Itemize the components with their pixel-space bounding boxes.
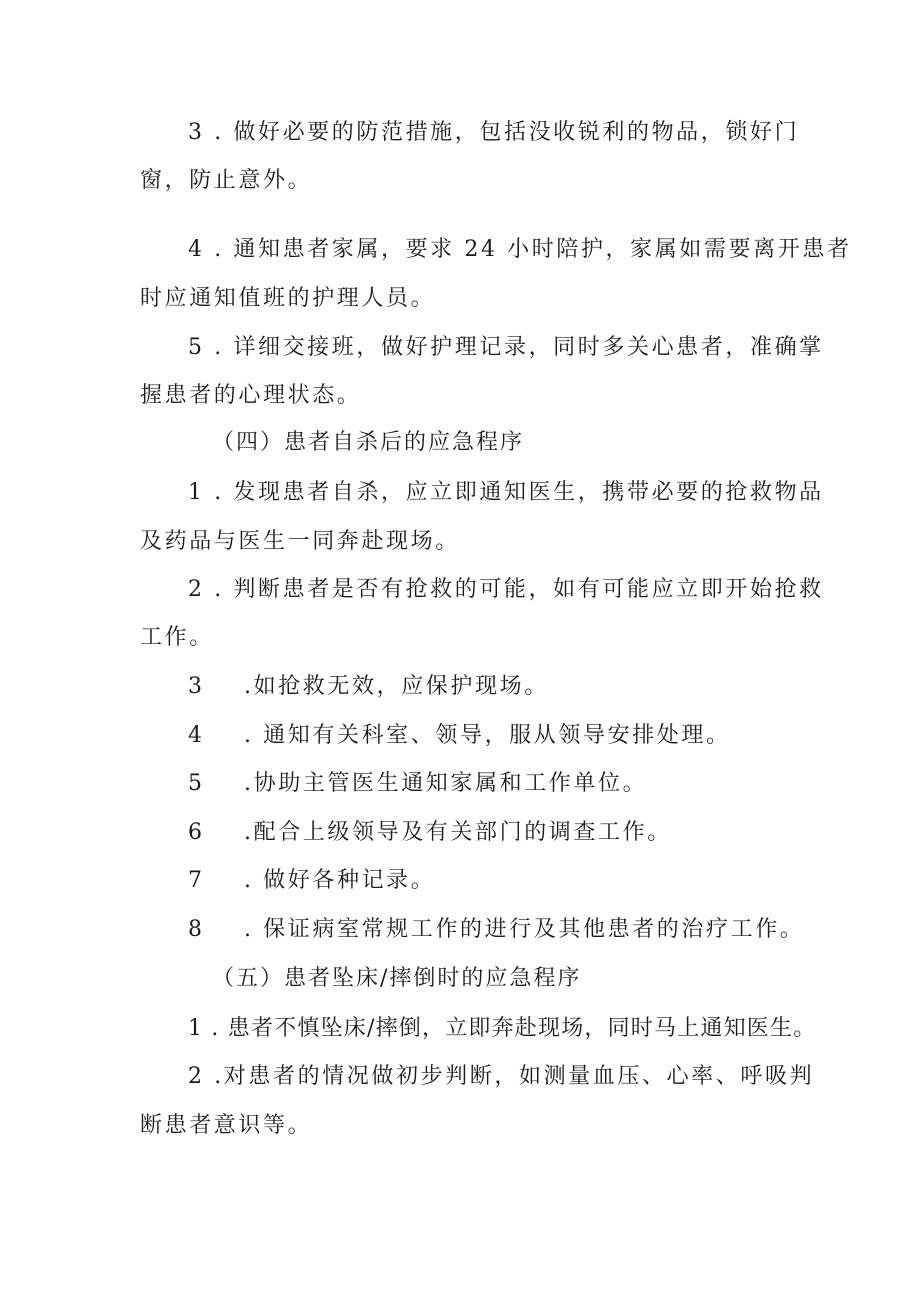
s4-item-3-text: .如抢救无效，应保护现场。 [244,674,549,699]
s4-item-6 [188,818,672,848]
s4-item-4-text: . 通知有关科室、领导，服从领导安排处理。 [244,723,731,748]
s4-item-5 [188,769,647,799]
item-4-line-1: 4 . 通知患者家属，要求 24 小时陪护，家属如需要离开患者 [188,237,852,262]
s4-item-3 [188,672,549,702]
section-5-heading: （五）患者坠床/摔倒时的应急程序 [212,966,582,991]
s5-item-2-line-2: 断患者意识等。 [140,1113,313,1138]
section-4-heading: （四）患者自杀后的应急程序 [212,430,525,455]
s4-item-8-text: . 保证病室常规工作的进行及其他患者的治疗工作。 [244,917,805,942]
s4-item-7-text: . 做好各种记录。 [244,868,436,893]
s4-item-4-number: 4 [188,723,205,748]
s4-item-8-number: 8 [188,917,205,942]
s4-item-2-line-2: 工作。 [140,625,214,650]
item-5-line-1: 5 . 详细交接班，做好护理记录，同时多关心患者，准确掌 [188,335,824,360]
item-5-line-2: 握患者的心理状态。 [140,383,362,408]
s4-item-5-text: .协助主管医生通知家属和工作单位。 [244,771,648,796]
s4-item-1-line-1: 1 . 发现患者自杀，应立即通知医生，携带必要的抢救物品 [188,480,824,505]
item-3-line-1: 3 . 做好必要的防范措施，包括没收锐利的物品，锁好门 [188,120,800,145]
item-4-line-2: 时应通知值班的护理人员。 [140,286,436,311]
s4-item-7 [188,866,435,896]
item-3-line-2: 窗，防止意外。 [140,168,313,193]
s4-item-4 [188,721,731,751]
s4-item-6-number: 6 [188,820,205,845]
s5-item-1: 1 . 患者不慎坠床/摔倒，立即奔赴现场，同时马上通知医生。 [188,1016,817,1041]
s4-item-5-number: 5 [188,771,205,796]
s4-item-3-number: 3 [188,674,205,699]
s4-item-8 [188,915,804,945]
s4-item-6-text: .配合上级领导及有关部门的调查工作。 [244,820,672,845]
s4-item-2-line-1: 2 . 判断患者是否有抢救的可能，如有可能应立即开始抢救 [188,577,824,602]
s5-item-2-line-1: 2 .对患者的情况做初步判断，如测量血压、心率、呼吸判 [188,1064,815,1089]
s4-item-1-line-2: 及药品与医生一同奔赴现场。 [140,529,460,554]
s4-item-7-number: 7 [188,868,205,893]
